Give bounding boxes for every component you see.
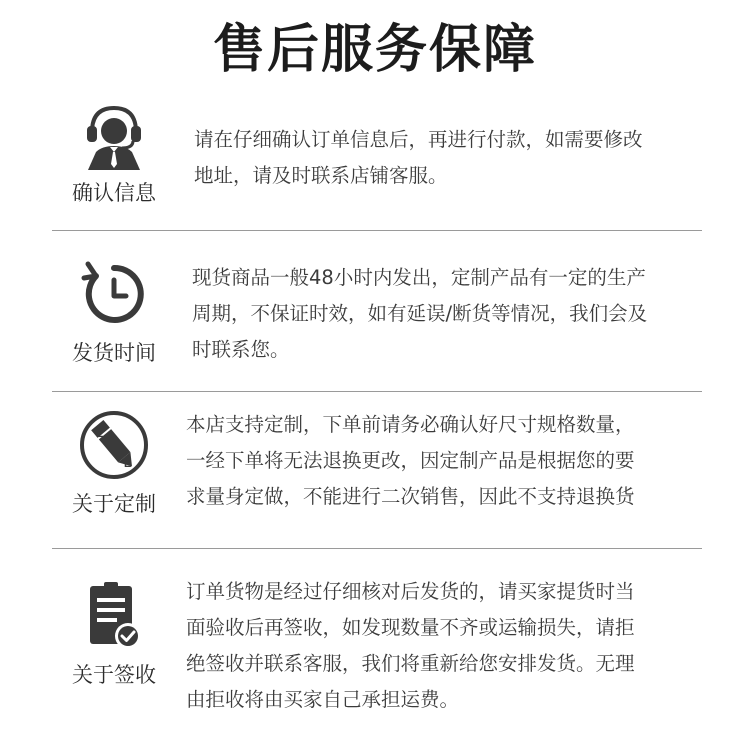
clock-icon (78, 258, 150, 330)
text-line: 现货商品一般48小时内发出，定制产品有一定的生产 (192, 266, 646, 289)
section-shipping-time (52, 250, 702, 390)
text-line: 地址，请及时联系店铺客服。 (194, 164, 448, 187)
customer-service-icon (78, 98, 150, 170)
section-divider (52, 548, 702, 549)
section-label: 发货时间 (72, 341, 156, 365)
text-line: 绝签收并联系客服，我们将重新给您安排发货。无理 (186, 652, 635, 675)
page-title: 售后服务保障 (212, 20, 537, 80)
text-line: 请在仔细确认订单信息后，再进行付款，如需要修改 (194, 128, 643, 151)
svg-text:E: E (96, 428, 104, 440)
text-line: 时联系您。 (192, 338, 290, 361)
section-header (52, 258, 176, 368)
section-header (52, 98, 176, 208)
section-divider (52, 230, 702, 231)
text-line: 求量身定做，不能进行二次销售，因此不支持退换货 (186, 485, 635, 508)
section-text (194, 122, 643, 194)
text-line: 由拒收将由买家自己承担运费。 (186, 688, 460, 711)
pencil-edit-icon (78, 409, 150, 481)
section-header (52, 580, 176, 690)
svg-text:E: E (124, 458, 132, 470)
section-about-custom (52, 405, 702, 545)
document-check-icon (78, 580, 150, 652)
text-line: 一经下单将无法退换更改，因定制产品是根据您的要 (186, 449, 635, 472)
section-label: 关于签收 (72, 663, 156, 687)
section-header (52, 409, 176, 519)
section-text (186, 574, 635, 718)
text-line: 订单货物是经过仔细核对后发货的，请买家提货时当 (186, 580, 635, 603)
section-text (192, 260, 647, 368)
section-confirm-info (52, 92, 702, 222)
section-label: 确认信息 (72, 181, 156, 205)
section-text (186, 407, 635, 515)
section-label: 关于定制 (72, 492, 156, 516)
text-line: 周期，不保证时效，如有延误/断货等情况，我们会及 (192, 302, 648, 325)
section-about-signing (52, 566, 702, 736)
section-divider (52, 391, 702, 392)
text-line: 本店支持定制，下单前请务必确认好尺寸规格数量， (186, 413, 635, 436)
text-line: 面验收后再签收，如发现数量不齐或运输损失，请拒 (186, 616, 635, 639)
